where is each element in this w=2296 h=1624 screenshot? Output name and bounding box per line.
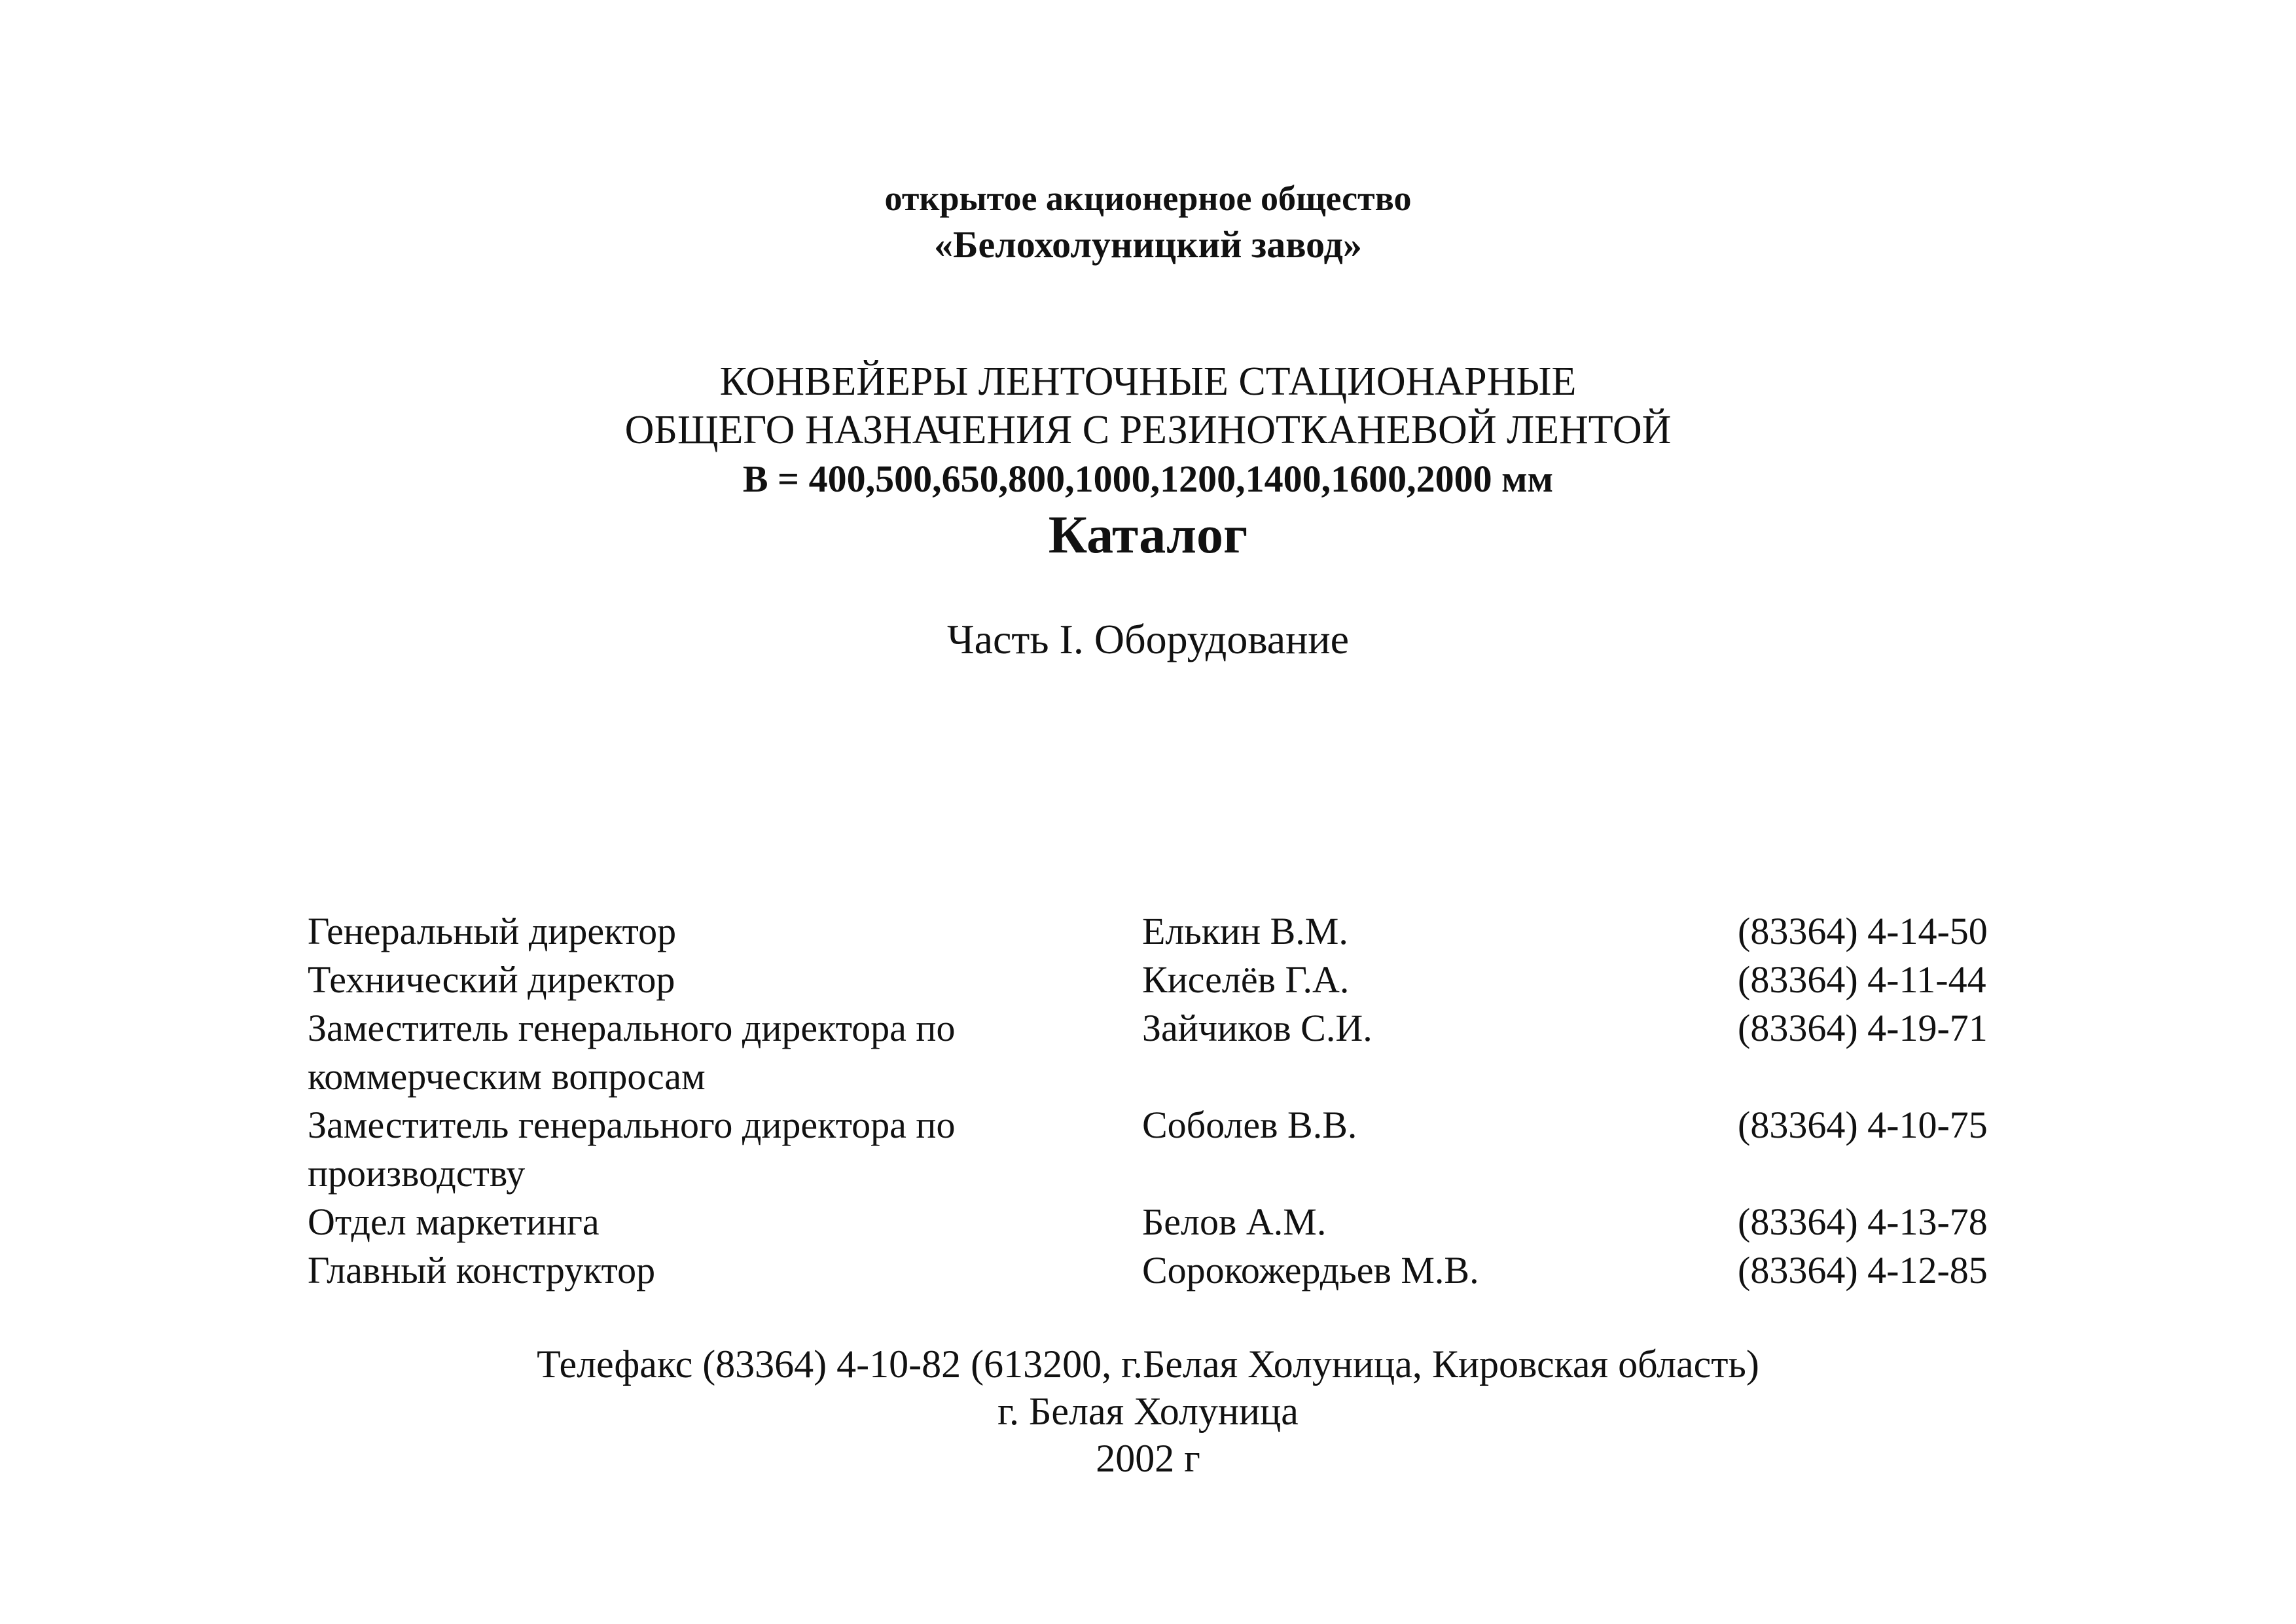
- staff-row: [308, 1004, 2022, 1053]
- staff-name: Киселёв Г.А.: [1142, 958, 1350, 1001]
- title-line-1: КОНВЕЙЕРЫ ЛЕНТОЧНЫЕ СТАЦИОНАРНЫЕ: [719, 359, 1577, 404]
- staff-name: Зайчиков С.И.: [1142, 1007, 1372, 1049]
- staff-position: коммерческим вопросам: [308, 1055, 706, 1098]
- staff-position: Генеральный директор: [308, 910, 677, 952]
- staff-row: [308, 907, 2022, 956]
- staff-position: Технический директор: [308, 958, 675, 1001]
- staff-name: Белов А.М.: [1142, 1200, 1327, 1243]
- staff-row: [308, 1053, 2022, 1101]
- staff-position: Заместитель генерального директора по: [308, 1007, 956, 1049]
- staff-name: Соболев В.В.: [1142, 1104, 1357, 1146]
- staff-phone: (83364) 4-10-75: [1738, 1104, 1988, 1146]
- staff-name: [1142, 1053, 1738, 1101]
- staff-row: [308, 1246, 2022, 1295]
- staff-position: производству: [308, 1152, 526, 1195]
- staff-phone: (83364) 4-11-44: [1738, 958, 1986, 1001]
- staff-name: Елькин В.М.: [1142, 910, 1348, 952]
- year-line: 2002 г: [1096, 1437, 1200, 1480]
- organization-type: открытое акционерное общество: [884, 179, 1412, 218]
- fax-line: Телефакс (83364) 4-10-82 (613200, г.Белая Холуница, Кировская область): [537, 1343, 1759, 1386]
- staff-row: [308, 1198, 2022, 1246]
- city-line: г. Белая Холуница: [997, 1390, 1299, 1433]
- organization-name: «Белохолуницкий завод»: [934, 223, 1362, 266]
- staff-position: Отдел маркетинга: [308, 1200, 600, 1243]
- staff-phone: (83364) 4-19-71: [1738, 1007, 1988, 1049]
- title-line-2: ОБЩЕГО НАЗНАЧЕНИЯ С РЕЗИНОТКАНЕВОЙ ЛЕНТОЙ: [624, 408, 1672, 452]
- staff-row: [308, 1101, 2022, 1149]
- staff-position: Заместитель генерального директора по: [308, 1104, 956, 1146]
- staff-contacts-table: [308, 907, 2022, 1295]
- staff-phone: (83364) 4-12-85: [1738, 1249, 1988, 1291]
- part-heading: Часть I. Оборудование: [946, 616, 1350, 662]
- staff-row: [308, 1149, 2022, 1198]
- staff-name: Сорокожердьев М.В.: [1142, 1249, 1479, 1291]
- staff-position: Главный конструктор: [308, 1249, 656, 1291]
- catalog-heading: Каталог: [1048, 505, 1248, 564]
- staff-phone: (83364) 4-13-78: [1738, 1200, 1988, 1243]
- staff-phone: (83364) 4-14-50: [1738, 910, 1988, 952]
- staff-name: [1142, 1149, 1738, 1198]
- staff-phone: [1738, 1149, 2022, 1198]
- staff-phone: [1738, 1053, 2022, 1101]
- title-widths-line: В = 400,500,650,800,1000,1200,1400,1600,2000 мм: [742, 458, 1554, 500]
- staff-row: [308, 956, 2022, 1004]
